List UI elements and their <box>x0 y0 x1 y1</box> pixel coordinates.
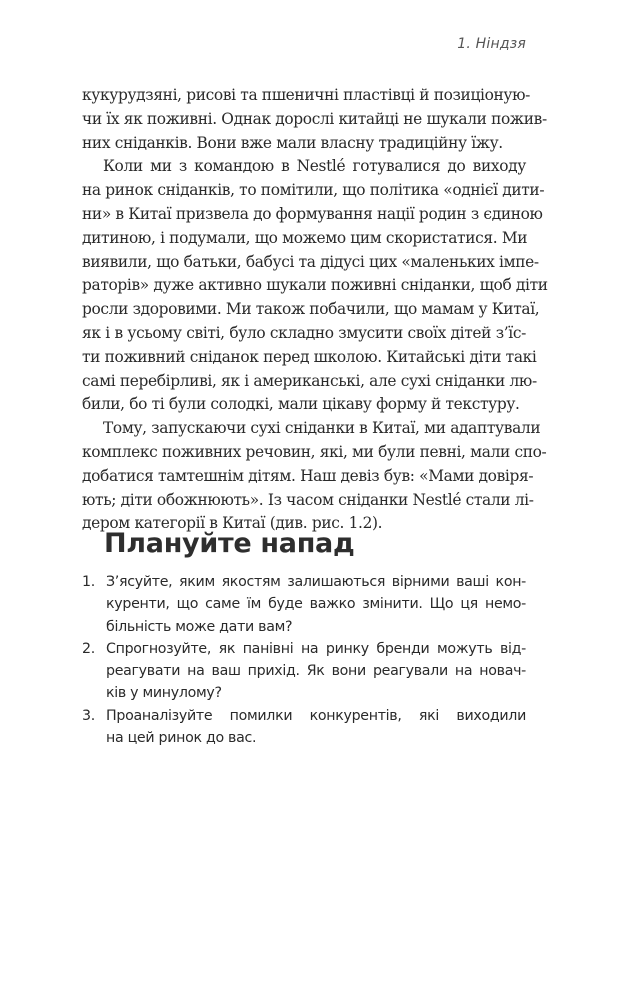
body-text <box>82 84 548 536</box>
list-item-line: більність може дати вам? <box>106 618 293 635</box>
list-item-line: на цей ринок до вас. <box>106 730 257 747</box>
list-number: 1. <box>82 574 95 590</box>
text-line: виявили, що батьки, бабусі та дідусі цих «маленьких імпе- <box>82 252 539 271</box>
list-item-line: реагувати на ваш прихід. Як вони реагували на новач- <box>106 663 526 680</box>
text-line: раторів» дуже активно шукали поживні сніданки, щоб діти <box>82 276 548 295</box>
text-line: кукурудзяні, рисові та пшеничні пластівці й позиціоную- <box>82 86 531 104</box>
list-item-line: Спрогнозуйте, як панівні на ринку бренди можуть від- <box>106 640 526 657</box>
text-line: добатися тамтешнім дітям. Наш девіз був: «Мами довіря- <box>82 466 534 485</box>
text-line: Коли ми з командою в Nestlé готувалися до виходу <box>103 157 526 176</box>
list-item <box>82 705 526 750</box>
text-line: комплекс поживних речовин, які, ми були певні, мали спо- <box>82 442 547 461</box>
paragraph <box>82 155 548 417</box>
text-line: чи їх як поживні. Однак дорослі китайці не шукали пожив- <box>82 109 547 128</box>
text-line: дитиною, і подумали, що можемо цим скористатися. Ми <box>82 228 528 247</box>
text-line: дером категорії в Китаї (див. рис. 1.2). <box>82 514 383 533</box>
paragraph <box>82 84 547 155</box>
text-line: як і в усьому світі, було складно змусити своїх дітей з’їс- <box>82 323 526 342</box>
list-item <box>82 571 526 638</box>
text-line: росли здоровими. Ми також побачили, що мамам у Китаї, <box>82 300 540 319</box>
text-line: самі перебірливі, як і американські, але сухі сніданки лю- <box>82 371 537 390</box>
section-heading: Плануйте напад <box>104 528 355 559</box>
list-item-line: куренти, що саме їм буде важко змінити. Що ця немо- <box>106 596 526 613</box>
text-line: ють; діти обожнюють». Із часом сніданки Nestlé стали лі- <box>82 490 534 509</box>
text-line: Тому, запускаючи сухі сніданки в Китаї, ми адаптували <box>103 419 541 438</box>
list-item-line: Проаналізуйте помилки конкурентів, які виходили <box>106 707 526 724</box>
list-number: 2. <box>82 640 95 657</box>
numbered-list <box>82 571 526 749</box>
list-item-line: ків у минулому? <box>106 685 222 702</box>
text-line: на ринок сніданків, то помітили, що політика «однієї дити- <box>82 181 545 200</box>
running-header: 1. Ніндзя <box>457 36 526 52</box>
text-line: ни» в Китаї призвела до формування нації родин з єдиною <box>82 204 543 223</box>
text-line: били, бо ті були солодкі, мали цікаву форму й текстуру. <box>82 395 520 414</box>
list-number: 3. <box>82 707 95 724</box>
list-item-line: З’ясуйте, яким якостям залишаються вірними ваші кон- <box>106 574 526 590</box>
list-item <box>82 638 526 705</box>
paragraph <box>82 417 547 536</box>
text-line: них сніданків. Вони вже мали власну традиційну їжу. <box>82 133 503 152</box>
text-line: ти поживний сніданок перед школою. Китайські діти такі <box>82 347 537 366</box>
